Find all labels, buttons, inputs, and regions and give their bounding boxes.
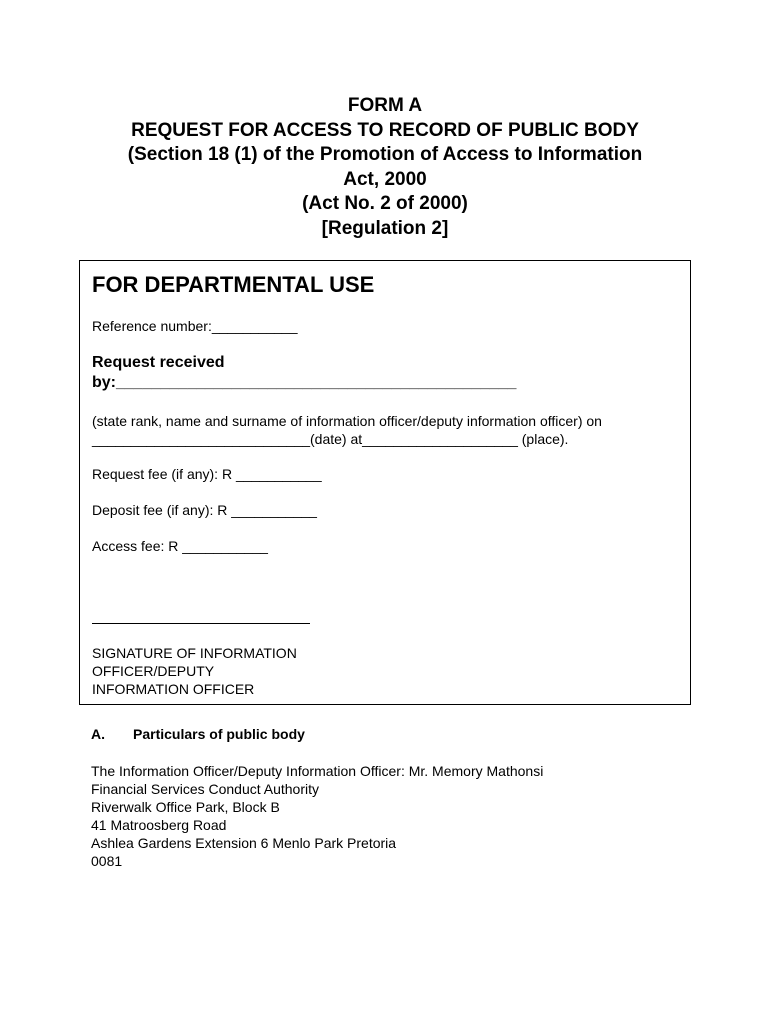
signature-label-line-2: OFFICER/DEPUTY [92, 663, 215, 679]
reference-number-field: Reference number:___________ [92, 318, 298, 334]
address-line-officer: The Information Officer/Deputy Information Officer: Mr. Memory Mathonsi [91, 763, 544, 779]
deposit-fee-field: Deposit fee (if any): R ___________ [92, 502, 317, 518]
signature-label-line-3: INFORMATION OFFICER [92, 681, 255, 697]
act-number: (Act No. 2 of 2000) [302, 193, 468, 215]
form-title-block [60, 94, 710, 242]
state-rank-instruction: (state rank, name and surname of information officer/deputy information officer) on [92, 413, 602, 429]
departmental-use-box [79, 260, 691, 705]
signature-line [92, 623, 310, 624]
section-reference: (Section 18 (1) of the Promotion of Access to Information [127, 144, 643, 166]
date-place-field: ____________________________(date) at____________________ (place). [92, 431, 569, 447]
address-line-suburb: Ashlea Gardens Extension 6 Menlo Park Pretoria [91, 835, 397, 851]
regulation: [Regulation 2] [321, 217, 449, 239]
address-line-postal-code: 0081 [91, 853, 123, 869]
request-received-by-field: by:_____________________________________________ [92, 374, 517, 391]
signature-label-line-1: SIGNATURE OF INFORMATION [92, 645, 297, 661]
form-subtitle: REQUEST FOR ACCESS TO RECORD OF PUBLIC BODY [131, 119, 639, 141]
section-a-title: Particulars of public body [133, 726, 305, 742]
request-received-label: Request received [92, 354, 225, 371]
form-title: FORM A [347, 95, 423, 116]
access-fee-field: Access fee: R ___________ [92, 538, 268, 554]
departmental-use-heading: FOR DEPARTMENTAL USE [92, 272, 375, 297]
public-body-address [91, 762, 543, 870]
section-a-heading [91, 726, 305, 742]
section-a-letter: A. [91, 726, 105, 742]
address-line-building: Riverwalk Office Park, Block B [91, 799, 280, 815]
address-line-organisation: Financial Services Conduct Authority [91, 781, 319, 797]
request-fee-field: Request fee (if any): R ___________ [92, 466, 322, 482]
act-name: Act, 2000 [343, 168, 427, 190]
address-line-street: 41 Matroosberg Road [91, 817, 227, 833]
